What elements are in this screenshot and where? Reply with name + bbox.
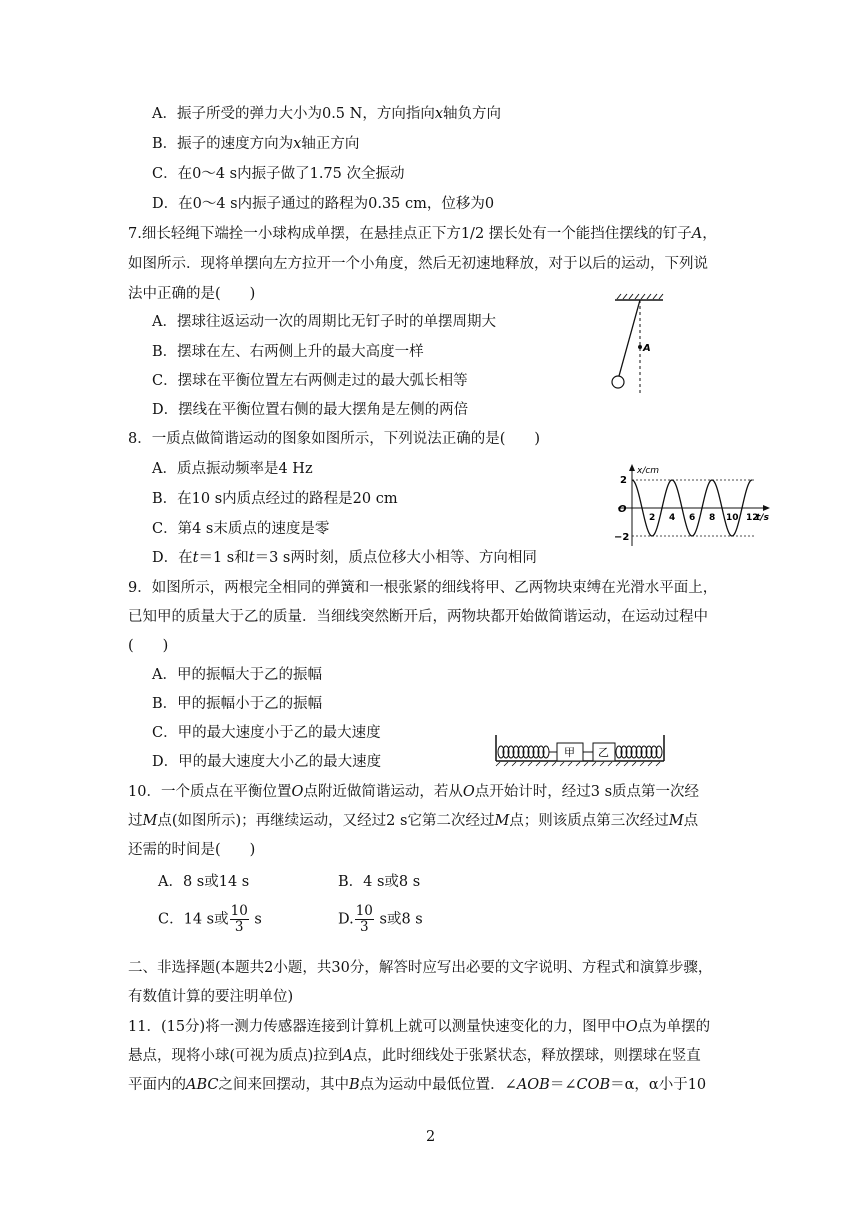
q6-option-b: B．振子的速度方向为x轴正方向 <box>152 136 360 152</box>
section2-heading-line1: 二、非选择题(本题共2小题，共30分，解答时应写出必要的文字说明、方程式和演算步骤， <box>128 960 713 976</box>
x-tick-label: 12 <box>746 513 759 523</box>
fraction: $\frac{10}{3}$ <box>355 903 373 935</box>
left-spring <box>498 746 549 758</box>
y-axis-label: x/cm <box>637 466 660 476</box>
q8-option-b: B．在10 s内质点经过的路程是20 cm <box>152 491 398 507</box>
q9-option-c: C．甲的最大速度小于乙的最大速度 <box>152 725 381 741</box>
svg-text:乙: 乙 <box>598 746 609 759</box>
x-tick-label: 2 <box>649 513 656 523</box>
spring-block-figure <box>492 731 668 767</box>
svg-text:甲: 甲 <box>564 746 575 759</box>
q8-option-d: D．在t＝1 s和t＝3 s两时刻，质点位移大小相等、方向相同 <box>152 550 537 566</box>
q10-stem-line2: 过M点(如图所示)；再继续运动，又经过2 s它第二次经过M点；则该质点第三次经过M点 <box>128 813 699 829</box>
q10-stem-line3: 还需的时间是( ) <box>128 842 256 858</box>
q7-stem-line2: 如图所示．现将单摆向左方拉开一个小角度，然后无初速地释放，对于以后的运动，下列说 <box>128 256 708 272</box>
nail-label: A <box>643 343 651 354</box>
q9-stem-line3: ( ) <box>128 638 169 654</box>
displacement-time-graph <box>604 462 782 548</box>
q9-stem-line2: 已知甲的质量大于乙的质量．当细线突然断开后，两物块都开始做简谐运动，在运动过程中 <box>128 609 708 625</box>
y-tick-origin: O <box>618 504 627 515</box>
q10-option-a: A．8 s或14 s <box>158 874 250 890</box>
q6-option-d: D．在0～4 s内振子通过的路程为0.35 cm，位移为0 <box>152 196 495 212</box>
x-tick-label: 8 <box>709 513 716 523</box>
q8-stem: 8．一质点做简谐运动的图象如图所示，下列说法正确的是( ) <box>128 431 541 447</box>
x-tick-label: 4 <box>669 513 676 523</box>
section2-heading-line2: 有数值计算的要注明单位) <box>128 989 294 1005</box>
q11-stem-line3: 平面内的ABC之间来回摆动，其中B点为运动中最低位置．∠AOB＝∠COB＝α，α小于10 <box>128 1077 707 1093</box>
q9-option-b: B．甲的振幅小于乙的振幅 <box>152 696 323 712</box>
y-tick-min: −2 <box>614 532 630 543</box>
x-tick-label: 10 <box>726 513 739 523</box>
q6-option-c: C．在0～4 s内振子做了1.75 次全振动 <box>152 166 405 182</box>
q11-stem-line2: 悬点，现将小球(可视为质点)拉到A点，此时细线处于张紧状态，释放摆球，则摆球在竖直 <box>128 1048 701 1064</box>
q9-option-a: A．甲的振幅大于乙的振幅 <box>152 667 322 683</box>
q7-option-a: A．摆球往返运动一次的周期比无钉子时的单摆周期大 <box>152 314 496 330</box>
x-axis-label: t/s <box>756 513 769 523</box>
q7-option-b: B．摆球在左、右两侧上升的最大高度一样 <box>152 344 424 360</box>
q7-option-d: D．摆线在平衡位置右侧的最大摆角是左侧的两倍 <box>152 402 469 418</box>
q9-option-d: D．甲的最大速度大小乙的最大速度 <box>152 754 382 770</box>
q7-stem-line1: 7.细长轻绳下端拴一小球构成单摆，在悬挂点正下方1/2 摆长处有一个能挡住摆线的钉子A， <box>128 226 717 242</box>
fraction: $\frac{10}{3}$ <box>230 903 248 935</box>
q7-stem-line3: 法中正确的是( ) <box>128 286 256 302</box>
q10-stem-line1: 10．一个质点在平衡位置O点附近做简谐运动，若从O点开始计时，经过3 s质点第一次经 <box>128 784 700 800</box>
q7-option-c: C．摆球在平衡位置左右两侧走过的最大弧长相等 <box>152 373 468 389</box>
q9-stem-line1: 9．如图所示，两根完全相同的弹簧和一根张紧的细线将甲、乙两物块束缚在光滑水平面上， <box>128 580 718 596</box>
x-tick-label: 6 <box>689 513 696 523</box>
right-spring <box>616 746 662 758</box>
q10-option-d: D. $\frac{10}{3}$ s或8 s <box>338 903 423 935</box>
q6-option-a: A．振子所受的弹力大小为0.5 N，方向指向x轴负方向 <box>152 106 502 122</box>
y-tick-max: 2 <box>620 475 627 486</box>
q11-stem-line1: 11．(15分)将一测力传感器连接到计算机上就可以测量快速变化的力，图甲中O点为单摆的 <box>128 1019 711 1035</box>
q8-option-c: C．第4 s末质点的速度是零 <box>152 521 330 537</box>
q10-option-b: B．4 s或8 s <box>338 874 421 890</box>
q8-option-a: A．质点振动频率是4 Hz <box>152 461 313 477</box>
q10-option-c: C．14 s或 $\frac{10}{3}$ s <box>158 903 262 935</box>
pendulum-figure <box>605 290 675 400</box>
page-number: 2 <box>426 1129 436 1145</box>
